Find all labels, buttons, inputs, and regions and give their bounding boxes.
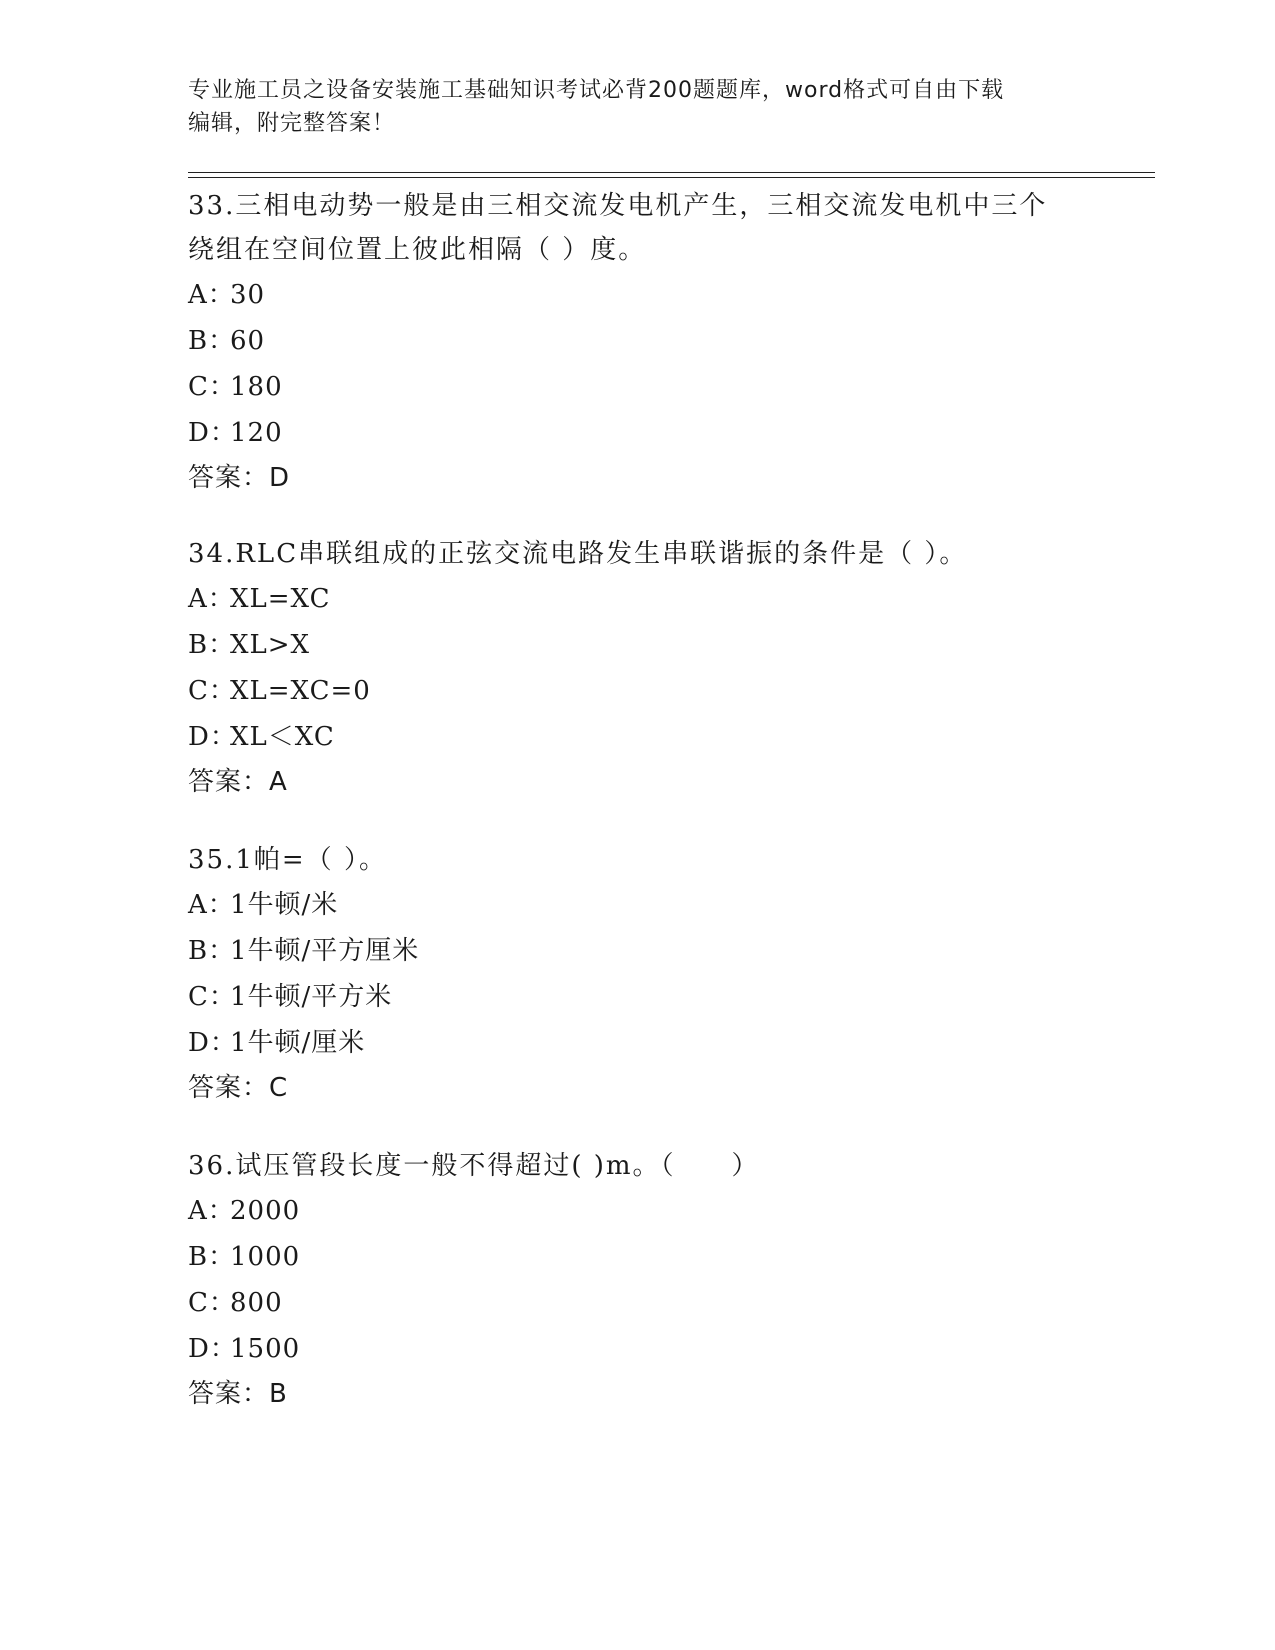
option-d xyxy=(188,1020,1088,1066)
option-text: XL=XC xyxy=(230,584,331,614)
option-a xyxy=(188,882,1088,928)
header-rule-bottom xyxy=(188,177,1155,178)
option-text: 2000 xyxy=(230,1196,301,1226)
option-label: A： xyxy=(188,1196,235,1226)
option-label: C： xyxy=(188,1288,236,1318)
option-label: A： xyxy=(188,584,235,614)
option-text: 1牛顿/平方米 xyxy=(230,982,393,1012)
question-stem-line-2: 绕组在空间位置上彼此相隔（ ）度。 xyxy=(188,235,647,265)
option-text: XL＜XC xyxy=(230,722,335,752)
question-36 xyxy=(188,1144,1088,1416)
option-c xyxy=(188,974,1088,1020)
option-text: 1500 xyxy=(230,1334,301,1364)
question-stem-line-1: 33.三相电动势一般是由三相交流发电机产生，三相交流发电机中三个 xyxy=(188,191,1048,221)
option-label: D： xyxy=(188,1028,237,1058)
option-label: B： xyxy=(188,326,236,356)
option-text: 60 xyxy=(230,326,266,356)
option-label: D： xyxy=(188,722,237,752)
answer: 答案：D xyxy=(188,463,291,493)
option-label: D： xyxy=(188,418,237,448)
option-label: C： xyxy=(188,676,236,706)
header-line-2: 编辑，附完整答案！ xyxy=(188,111,396,136)
option-b xyxy=(188,1234,1088,1280)
answer: 答案：C xyxy=(188,1073,289,1103)
option-b xyxy=(188,318,1088,364)
option-text: 1牛顿/米 xyxy=(230,890,339,920)
question-35 xyxy=(188,838,1088,1110)
option-b xyxy=(188,622,1088,668)
header-line-1: 专业施工员之设备安装施工基础知识考试必背200题题库，word格式可自由下载 xyxy=(188,78,1005,103)
option-text: 180 xyxy=(230,372,283,402)
option-text: 30 xyxy=(230,280,266,310)
question-stem-line-1: 34.RLC串联组成的正弦交流电路发生串联谐振的条件是（ ）。 xyxy=(188,539,968,569)
option-label: B： xyxy=(188,630,236,660)
option-d xyxy=(188,410,1088,456)
option-text: XL>X xyxy=(230,630,311,660)
option-c xyxy=(188,668,1088,714)
option-label: C： xyxy=(188,372,236,402)
question-stem-line-1: 35.1帕=（ ）。 xyxy=(188,845,387,875)
option-text: 1000 xyxy=(230,1242,301,1272)
option-a xyxy=(188,272,1088,318)
option-label: B： xyxy=(188,1242,236,1272)
answer: 答案：B xyxy=(188,1379,288,1409)
option-d xyxy=(188,714,1088,760)
question-stem-line-1: 36.试压管段长度一般不得超过( )m。（ ） xyxy=(188,1151,760,1181)
question-33 xyxy=(188,184,1088,500)
option-text: XL=XC=0 xyxy=(230,676,371,706)
option-label: A： xyxy=(188,890,235,920)
option-b xyxy=(188,928,1088,974)
answer: 答案：A xyxy=(188,767,288,797)
option-label: A： xyxy=(188,280,235,310)
header-rule-top xyxy=(188,172,1155,173)
option-a xyxy=(188,576,1088,622)
option-text: 800 xyxy=(230,1288,283,1318)
document-header xyxy=(188,74,1088,140)
option-text: 120 xyxy=(230,418,283,448)
option-text: 1牛顿/平方厘米 xyxy=(230,936,420,966)
option-label: B： xyxy=(188,936,236,966)
question-34 xyxy=(188,532,1088,804)
option-c xyxy=(188,1280,1088,1326)
option-a xyxy=(188,1188,1088,1234)
option-text: 1牛顿/厘米 xyxy=(230,1028,366,1058)
option-d xyxy=(188,1326,1088,1372)
option-label: C： xyxy=(188,982,236,1012)
option-label: D： xyxy=(188,1334,237,1364)
option-c xyxy=(188,364,1088,410)
